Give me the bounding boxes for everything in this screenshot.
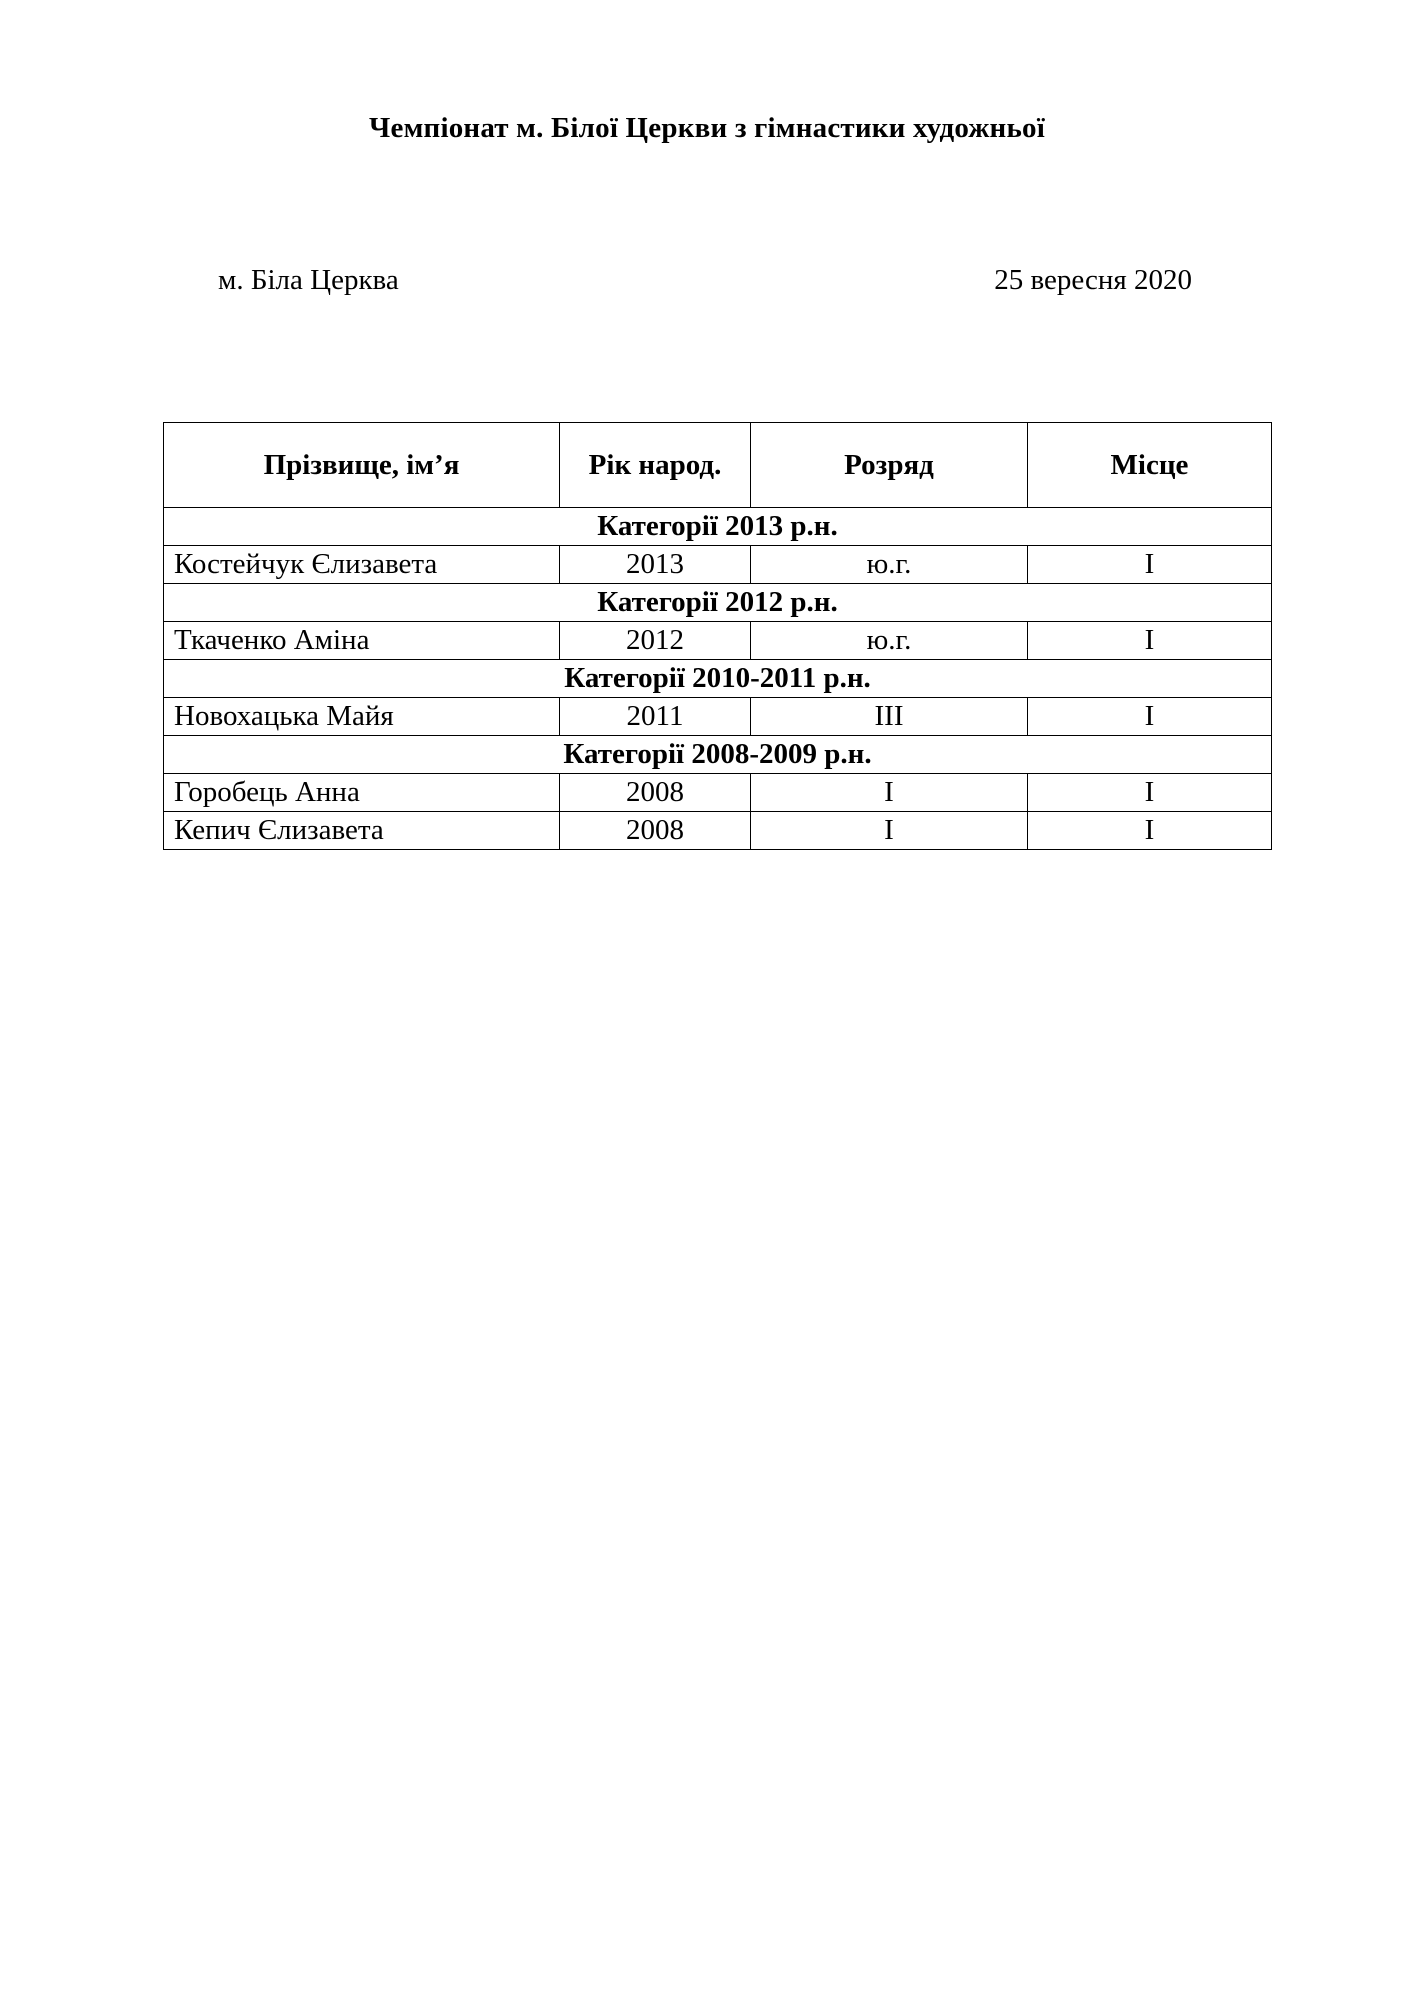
athlete-name: Ткаченко Аміна — [164, 622, 560, 660]
rank: I — [751, 812, 1028, 850]
table-row — [164, 774, 1272, 812]
category-row — [164, 736, 1272, 774]
birth-year: 2008 — [560, 812, 751, 850]
table-row — [164, 622, 1272, 660]
category-row — [164, 508, 1272, 546]
event-location: м. Біла Церква — [218, 264, 399, 296]
placing: I — [1028, 546, 1272, 584]
placing: I — [1028, 622, 1272, 660]
birth-year: 2011 — [560, 698, 751, 736]
header-birth-year: Рік народ. — [560, 423, 751, 508]
athlete-name: Горобець Анна — [164, 774, 560, 812]
header-place: Місце — [1028, 423, 1272, 508]
table-header-row — [164, 423, 1272, 508]
table-row — [164, 546, 1272, 584]
header-rank: Розряд — [751, 423, 1028, 508]
category-label: Категорії 2012 р.н. — [164, 584, 1272, 622]
category-label: Категорії 2013 р.н. — [164, 508, 1272, 546]
birth-year: 2012 — [560, 622, 751, 660]
athlete-name: Новохацька Майя — [164, 698, 560, 736]
birth-year: 2013 — [560, 546, 751, 584]
category-row — [164, 660, 1272, 698]
athlete-name: Костейчук Єлизавета — [164, 546, 560, 584]
event-date: 25 вересня 2020 — [994, 264, 1192, 296]
athlete-name: Кепич Єлизавета — [164, 812, 560, 850]
rank: I — [751, 774, 1028, 812]
header-name: Прізвище, ім’я — [164, 423, 560, 508]
table-row — [164, 812, 1272, 850]
rank: ю.г. — [751, 546, 1028, 584]
placing: I — [1028, 774, 1272, 812]
category-label: Категорії 2010-2011 р.н. — [164, 660, 1272, 698]
placing: I — [1028, 812, 1272, 850]
rank: ю.г. — [751, 622, 1028, 660]
results-table — [163, 422, 1272, 850]
table-row — [164, 698, 1272, 736]
category-row — [164, 584, 1272, 622]
rank: III — [751, 698, 1028, 736]
placing: I — [1028, 698, 1272, 736]
birth-year: 2008 — [560, 774, 751, 812]
category-label: Категорії 2008-2009 р.н. — [164, 736, 1272, 774]
document-title: Чемпіонат м. Білої Церкви з гімнастики художньої — [369, 112, 1045, 144]
